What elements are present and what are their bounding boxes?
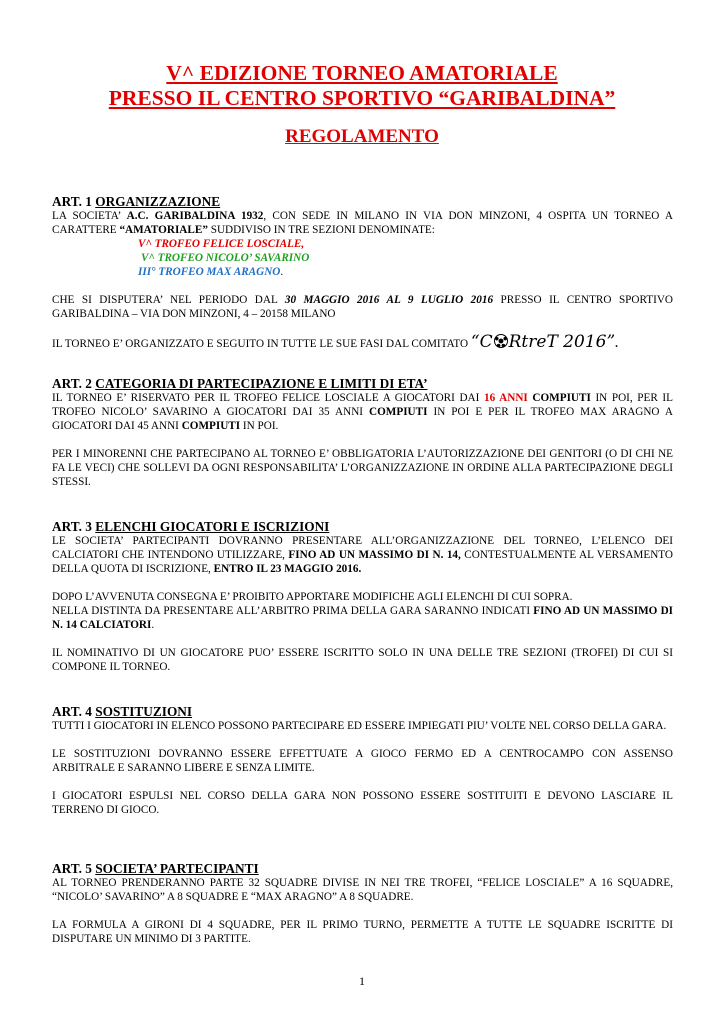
trophy-item-2: V^ TROFEO NICOLO’ SAVARINO — [141, 252, 310, 264]
article-1-paragraph-1 — [52, 209, 673, 237]
page-subtitle: REGOLAMENTO — [285, 126, 439, 147]
registration-deadline: ENTRO IL 23 MAGGIO 2016. — [213, 563, 362, 575]
committee-logo — [471, 332, 615, 352]
article-4-paragraph-1: TUTTI I GIOCATORI IN ELENCO POSSONO PARTECIPARE ED ESSERE IMPIEGATI PIU’ VOLTE NEL CORSO DELLA GARA. — [52, 720, 667, 732]
text: PRESSO IL CENTRO SPORTIVO GARIBALDINA – VIA DON MINZONI, 4 – 20158 MILANO — [52, 294, 673, 320]
text: NELLA DISTINTA DA PRESENTARE ALL’ARBITRO PRIMA DELLA GARA SARANNO INDICATI — [52, 605, 534, 617]
text: FINO AD UN MASSIMO DI N. 14 CALCIATORI — [52, 605, 673, 631]
text: IL TORNEO E’ ORGANIZZATO E SEGUITO IN TUTTE LE SUE FASI DAL COMITATO — [52, 338, 471, 350]
article-5-paragraph-1: AL TORNEO PRENDERANNO PARTE 32 SQUADRE DIVISE IN NEI TRE TROFEI, “FELICE LOSCIALE” A 16 SQUADRE, “NICOLO’ SAVARINO” A 8 SQUADRE E “MAX ARAGNO” A 8 SQUADRE. — [52, 877, 673, 903]
text: , CON SEDE IN MILANO IN VIA DON MINZONI, 4 OSPITA UN TORNEO A CARATTERE — [52, 210, 673, 236]
article-5 — [52, 861, 673, 946]
article-2-paragraph-1 — [52, 391, 673, 433]
trophy-item-3 — [138, 265, 673, 279]
article-3-heading — [52, 519, 673, 534]
article-title: SOSTITUZIONI — [95, 704, 193, 719]
article-title: CATEGORIA DI PARTECIPAZIONE E LIMITI DI ETA’ — [95, 376, 428, 391]
text: CHE SI DISPUTERA’ NEL PERIODO DAL — [52, 294, 285, 306]
article-3 — [52, 519, 673, 674]
article-1-paragraph-2 — [52, 293, 673, 321]
min-age: 16 ANNI — [483, 392, 528, 404]
article-3-paragraph-3 — [52, 604, 673, 632]
club-name: A.C. GARIBALDINA 1932 — [126, 210, 264, 222]
text: . — [615, 338, 618, 350]
article-4-heading — [52, 704, 673, 719]
article-title: SOCIETA’ PARTECIPANTI — [95, 861, 259, 876]
article-4-paragraph-3: I GIOCATORI ESPULSI NEL CORSO DELLA GARA NON POSSONO ESSERE SOSTITUITI E DEVONO LASCIARE IL TERRENO DI GIOCO. — [52, 790, 673, 816]
page-title-line1: V^ EDIZIONE TORNEO AMATORIALE — [166, 61, 558, 85]
article-4 — [52, 704, 673, 817]
text: . — [151, 619, 155, 631]
trophy-item-1: V^ TROFEO FELICE LOSCIALE, — [138, 238, 305, 250]
article-3-paragraph-1 — [52, 534, 673, 576]
article-number: ART. 5 — [52, 861, 96, 876]
logo-text: RtreT 2016” — [508, 332, 616, 352]
article-number: ART. 2 — [52, 376, 96, 391]
article-3-paragraph-2: DOPO L’AVVENUTA CONSEGNA E’ PROIBITO APPORTARE MODIFICHE AGLI ELENCHI DI CUI SOPRA. — [52, 591, 573, 603]
text: IL TORNEO E’ RISERVATO PER IL TROFEO FELICE LOSCIALE A GIOCATORI DAI — [52, 392, 484, 404]
text: SUDDIVISO IN TRE SEZIONI DENOMINATE: — [207, 224, 435, 236]
article-number: ART. 4 — [52, 704, 96, 719]
trophy-3-name: III° TROFEO MAX ARAGNO — [138, 266, 281, 278]
article-4-paragraph-2: LE SOSTITUZIONI DOVRANNO ESSERE EFFETTUATE A GIOCO FERMO ED A CENTROCAMPO CON ASSENSO ARBITRALE E SARANNO LIBERE E SENZA LIMITE. — [52, 748, 673, 774]
article-1-heading — [52, 194, 673, 209]
text: . — [280, 266, 284, 278]
soccer-ball-icon — [494, 334, 508, 348]
text: IN POI, PER IL TROFEO NICOLO’ SAVARINO A GIOCATORI DAI 35 ANNI — [52, 392, 673, 418]
text: IN POI. — [240, 420, 279, 432]
page-title-line2: PRESSO IL CENTRO SPORTIVO “GARIBALDINA” — [108, 86, 616, 110]
tournament-dates: 30 MAGGIO 2016 AL 9 LUGLIO 2016 — [284, 294, 494, 306]
article-1-paragraph-3 — [52, 333, 673, 351]
text: FINO AD UN MASSIMO DI N. 14, — [288, 549, 461, 561]
text: COMPIUTI — [532, 392, 591, 404]
text: CONTESTUALMENTE AL VERSAMENTO DELLA QUOTA DI ISCRIZIONE, — [52, 549, 673, 575]
text: IN POI E PER IL TROFEO MAX ARAGNO A GIOCATORI DAI 45 ANNI — [52, 406, 673, 432]
article-number: ART. 1 — [52, 194, 96, 209]
article-3-paragraph-4: IL NOMINATIVO DI UN GIOCATORE PUO’ ESSERE ISCRITTO SOLO IN UNA DELLE TRE SEZIONI (TROFEI) DI CUI SI COMPONE IL TORNEO. — [52, 647, 673, 673]
article-5-paragraph-2: LA FORMULA A GIRONI DI 4 SQUADRE, PER IL PRIMO TURNO, PERMETTE A TUTTE LE SQUADRE ISCRITTE DI DISPUTARE UN MINIMO DI 3 PARTITE. — [52, 919, 673, 945]
text: LA SOCIETA’ — [52, 210, 127, 222]
page-number: 1 — [359, 974, 365, 988]
trophy-list — [52, 237, 673, 279]
text: COMPIUTI — [181, 420, 241, 432]
logo-text: “C — [470, 332, 493, 352]
tournament-type: “AMATORIALE” — [119, 224, 208, 236]
text: COMPIUTI — [369, 406, 428, 418]
article-2 — [52, 376, 673, 489]
text: LE SOCIETA’ PARTECIPANTI DOVRANNO PRESENTARE ALL’ORGANIZZAZIONE DEL TORNEO, L’ELENCO DEI CALCIATORI CHE INTENDONO UTILIZZARE, — [52, 535, 673, 561]
article-2-paragraph-2: PER I MINORENNI CHE PARTECIPANO AL TORNEO E’ OBBLIGATORIA L’AUTORIZZAZIONE DEI GENITORI (O DI CHI NE FA LE VECI) CHE SOLLEVI DA OGNI RESPONSABILITA’ L’ORGANIZZAZIONE IN ORDINE ALLA PARTECIPAZIONE DEGLI STESSI. — [52, 448, 673, 488]
article-2-heading — [52, 376, 673, 391]
article-5-heading — [52, 861, 673, 876]
article-title: ORGANIZZAZIONE — [95, 194, 221, 209]
article-1 — [52, 194, 673, 351]
article-number: ART. 3 — [52, 519, 96, 534]
article-title: ELENCHI GIOCATORI E ISCRIZIONI — [95, 519, 330, 534]
